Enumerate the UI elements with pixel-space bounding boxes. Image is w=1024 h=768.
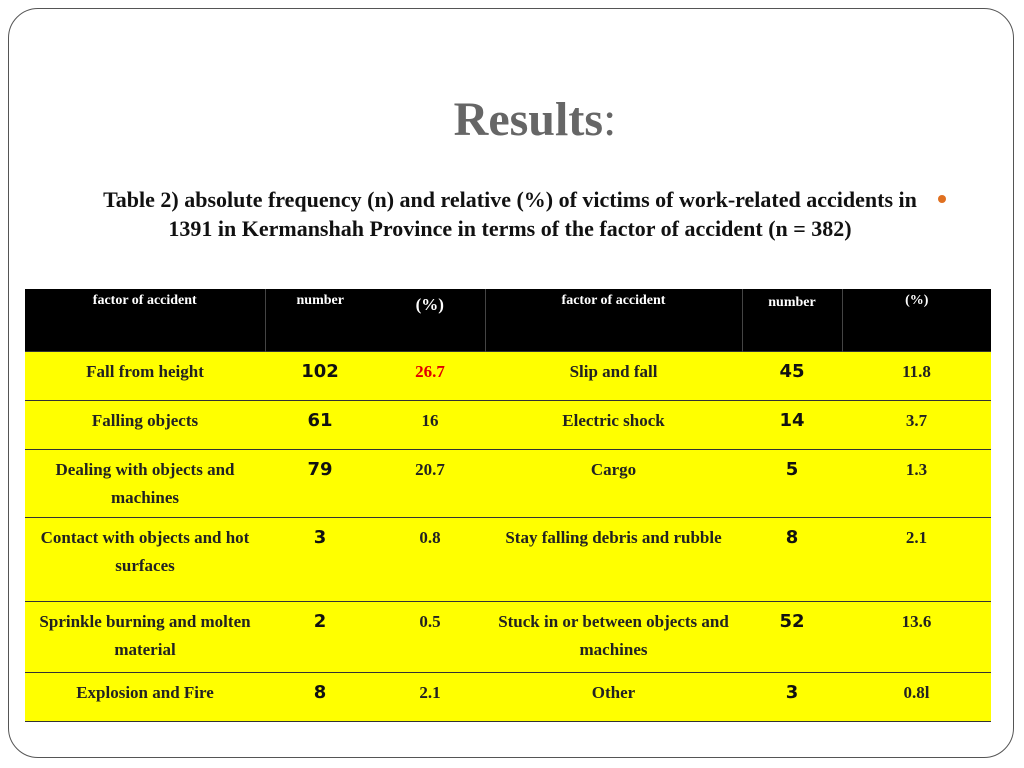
factor-cell: Cargo: [485, 450, 742, 518]
number-cell: 2: [265, 602, 375, 673]
percent-cell: 2.1: [375, 673, 485, 722]
table-row: [25, 401, 991, 450]
number-cell: 45: [742, 352, 842, 401]
percent-cell: 0.8l: [842, 673, 991, 722]
number-cell: 102: [265, 352, 375, 401]
header-number: number: [265, 289, 375, 352]
number-cell: 3: [742, 673, 842, 722]
percent-cell: 0.5: [375, 602, 485, 673]
header-factor: factor of accident: [485, 289, 742, 352]
number-cell: 14: [742, 401, 842, 450]
percent-cell: 1.3: [842, 450, 991, 518]
factor-cell: Explosion and Fire: [25, 673, 265, 722]
factor-cell: Stuck in or between objects and machines: [485, 602, 742, 673]
header-percent: (%): [375, 289, 485, 352]
table-row: [25, 518, 991, 602]
percent-cell: 16: [375, 401, 485, 450]
bullet-icon: [938, 195, 946, 203]
percent-cell: 26.7: [375, 352, 485, 401]
number-cell: 52: [742, 602, 842, 673]
number-cell: 61: [265, 401, 375, 450]
percent-cell: 11.8: [842, 352, 991, 401]
table-row: [25, 673, 991, 722]
factor-cell: Falling objects: [25, 401, 265, 450]
number-cell: 8: [265, 673, 375, 722]
header-percent: (%): [842, 289, 991, 352]
factor-cell: Electric shock: [485, 401, 742, 450]
table-header: [25, 289, 991, 352]
percent-cell: 3.7: [842, 401, 991, 450]
number-cell: 79: [265, 450, 375, 518]
table-row: [25, 352, 991, 401]
number-cell: 5: [742, 450, 842, 518]
percent-cell: 0.8: [375, 518, 485, 602]
percent-cell: 13.6: [842, 602, 991, 673]
table-row: [25, 450, 991, 518]
number-cell: 8: [742, 518, 842, 602]
number-cell: 3: [265, 518, 375, 602]
factor-cell: Fall from height: [25, 352, 265, 401]
factor-cell: Dealing with objects and machines: [25, 450, 265, 518]
percent-cell: 2.1: [842, 518, 991, 602]
table-caption: Table 2) absolute frequency (n) and relative (%) of victims of work-related accidents in 1391 in Kermanshah Province in terms of the factor of accident (n = 382): [103, 187, 917, 241]
factor-cell: Sprinkle burning and molten material: [25, 602, 265, 673]
accident-table: [25, 289, 991, 722]
factor-cell: Contact with objects and hot surfaces: [25, 518, 265, 602]
factor-cell: Other: [485, 673, 742, 722]
factor-cell: Stay falling debris and rubble: [485, 518, 742, 602]
percent-cell: 20.7: [375, 450, 485, 518]
factor-cell: Slip and fall: [485, 352, 742, 401]
header-number: number: [742, 289, 842, 352]
table-row: [25, 602, 991, 673]
slide-title: Results:: [453, 93, 617, 146]
header-factor: factor of accident: [25, 289, 265, 352]
